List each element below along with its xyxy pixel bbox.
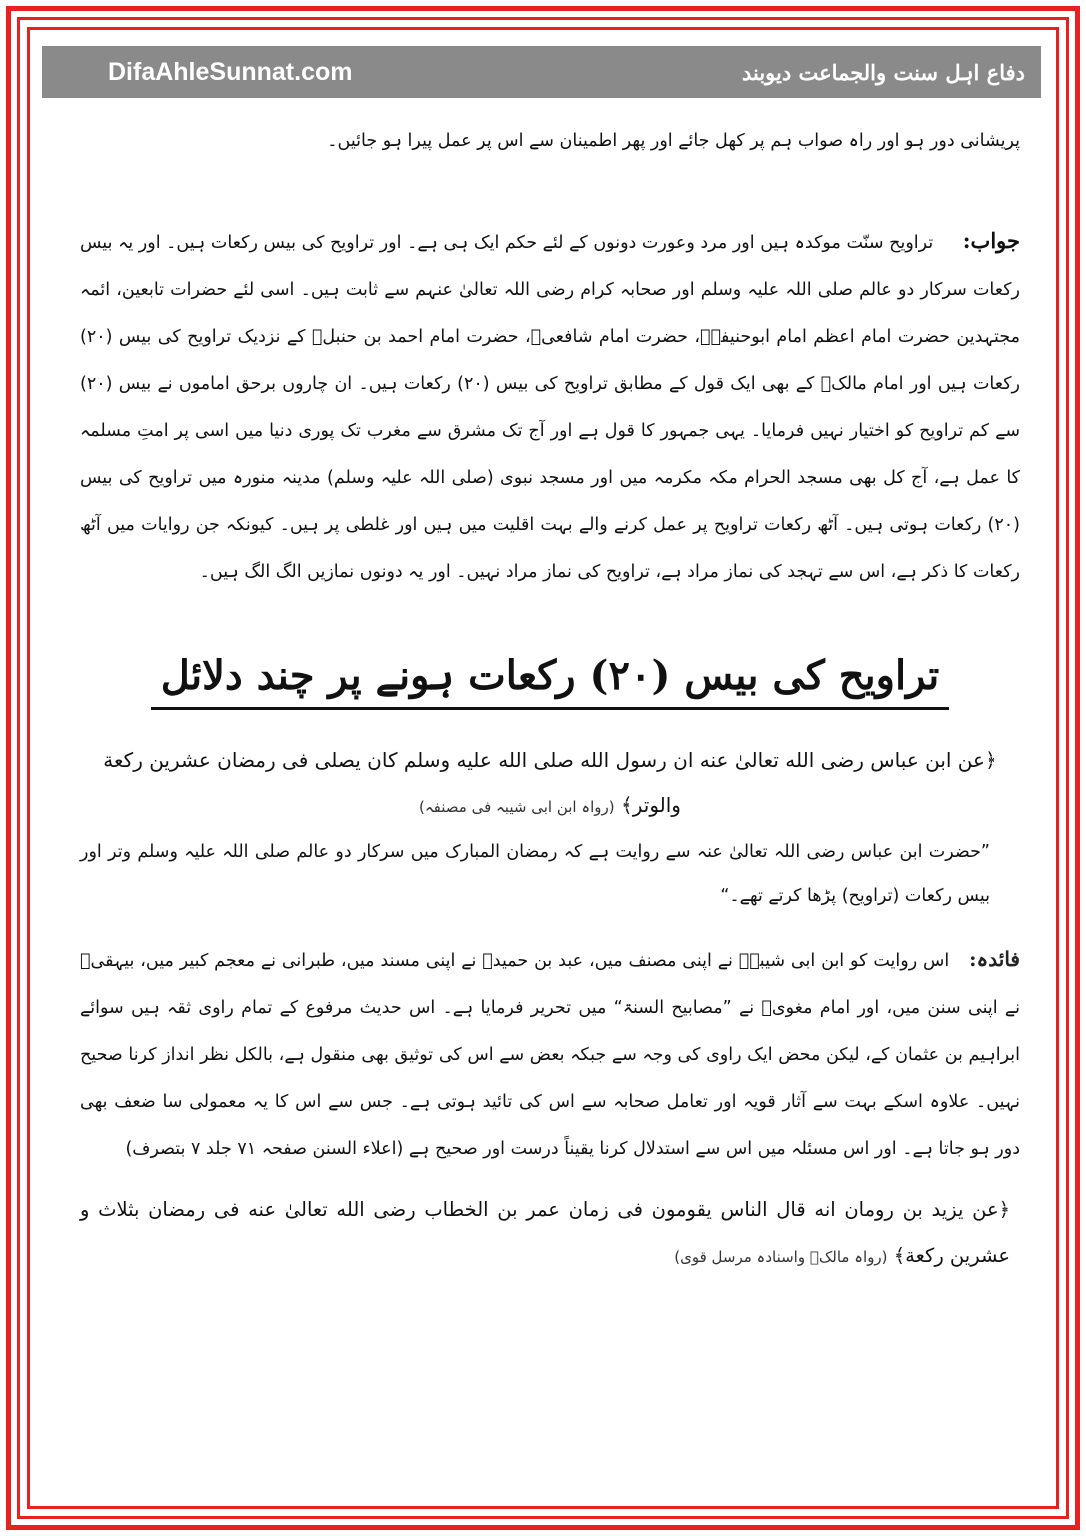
faida-text: اس روایت کو ابن ابی شیبہؒ نے اپنی مصنف میں، عبد بن حمیدؒ نے اپنی مسند میں، طبرانی نے معجم کبیر میں، بیہقیؒ نے اپنی سنن میں، اور امام مغویؒ نے ”مصابیح السنۃ“ میں تحریر فرمایا ہے۔ اس حدیث مرفوع کے تمام راوی ثقہ ہیں سوائے ابراہیم بن عثمان کے، لیکن محض ایک راوی کی وجہ سے جبکہ بعض سے اس کی توثیق بھی منقول ہے، بالکل نظر انداز کرنا صحیح نہیں۔ علاوہ اسکے بہت سے آثار قویہ اور تعامل صحابہ سے اس کی تائید ہوتی ہے۔ جس سے اس کا یہ معمولی سا ضعف بھی دور ہو جاتا ہے۔ اور اس مسئلہ میں اس سے استدلال کرنا یقیناً درست اور صحیح ہے (اعلاء السنن صفحہ ۷۱ جلد ۷ بتصرف) xyxy=(80,951,1020,1159)
section-title xyxy=(80,652,1020,710)
header-bar xyxy=(42,46,1041,98)
section-title-text: تراویح کی بیس (۲۰) رکعات ہونے پر چند دلائل xyxy=(151,652,950,710)
hadith1-arabic: ﴿عن ابن عباس رضی الله تعالیٰ عنه ان رسول الله صلی الله علیه وسلم کان یصلی فی رمضان عشرین رکعة والوتر﴾ xyxy=(103,748,997,817)
hadith1-block xyxy=(80,738,1020,830)
faida-label: فائدہ: xyxy=(969,947,1020,971)
answer-text: تراویح سنّت موکدہ ہیں اور مرد وعورت دونوں کے لئے حکم ایک ہی ہے۔ اور تراویح کی بیس رکعات ہیں۔ اور یہ بیس رکعات سرکار دو عالم صلی اللہ علیہ وسلم اور صحابہ کرام رضی اللہ تعالیٰ عنہم سے ثابت ہیں۔ اسی لئے حضرات تابعین، ائمہ مجتہدین حضرت امام اعظم امام ابوحنیفہؒ، حضرت امام شافعیؒ، حضرت امام احمد بن حنبلؒ کے نزدیک تراویح کی بیس (۲۰) رکعات ہیں اور امام مالکؒ کے بھی ایک قول کے مطابق تراویح کی بیس (۲۰) رکعات ہیں۔ ان چاروں برحق اماموں نے بیس (۲۰) سے کم تراویح کو اختیار نہیں فرمایا۔ یہی جمہور کا قول ہے اور آج تک مشرق سے مغرب تک پوری دنیا میں اسی پر امتِ مسلمہ کا عمل ہے، آج کل بھی مسجد الحرام مکہ مکرمہ میں اور مسجد نبوی (صلی اللہ علیہ وسلم) مدینہ منورہ میں تراویح کی بیس (۲۰) رکعات ہوتی ہیں۔ آٹھ رکعات تراویح پر عمل کرنے والے بہت اقلیت میں ہیں اور غلطی پر ہیں۔ کیونکہ جن روایات میں آٹھ رکعات کا ذکر ہے، اس سے تہجد کی نماز مراد ہے، تراویح کی نماز مراد نہیں۔ اور یہ دونوں نمازیں الگ الگ ہیں۔ xyxy=(80,233,1020,582)
site-name[interactable]: DifaAhleSunnat.com xyxy=(108,57,353,86)
hadith2-arabic: ﴿عن یزید بن رومان انه قال الناس یقومون فی زمان عمر بن الخطاب رضی الله تعالیٰ عنه فی رمضان بثلاث و عشرین رکعة﴾ xyxy=(80,1198,1010,1267)
hadith1-translation: ”حضرت ابن عباس رضی اللہ تعالیٰ عنہ سے روایت ہے کہ رمضان المبارک میں سرکار دو عالم صلی اللہ علیہ وسلم وتر اور بیس رکعات (تراویح) پڑھا کرتے تھے۔“ xyxy=(80,842,990,906)
organization-title: دفاع اہل سنت والجماعت دیوبند xyxy=(741,59,1025,85)
answer-label: جواب: xyxy=(962,228,1020,253)
intro-paragraph: پریشانی دور ہو اور راہ صواب ہم پر کھل جائے اور پھر اطمینان سے اس پر عمل پیرا ہو جائیں۔ xyxy=(327,131,1020,151)
hadith2-reference: (رواہ مالکؒ واسنادہ مرسل قوی) xyxy=(674,1248,888,1266)
hadith2-block xyxy=(80,1187,1020,1280)
hadith1-reference: (رواہ ابن ابی شیبہ فی مصنفہ) xyxy=(419,798,615,816)
faida-paragraph xyxy=(80,936,1020,1173)
answer-paragraph xyxy=(80,217,1020,596)
page-content xyxy=(80,118,1020,1280)
